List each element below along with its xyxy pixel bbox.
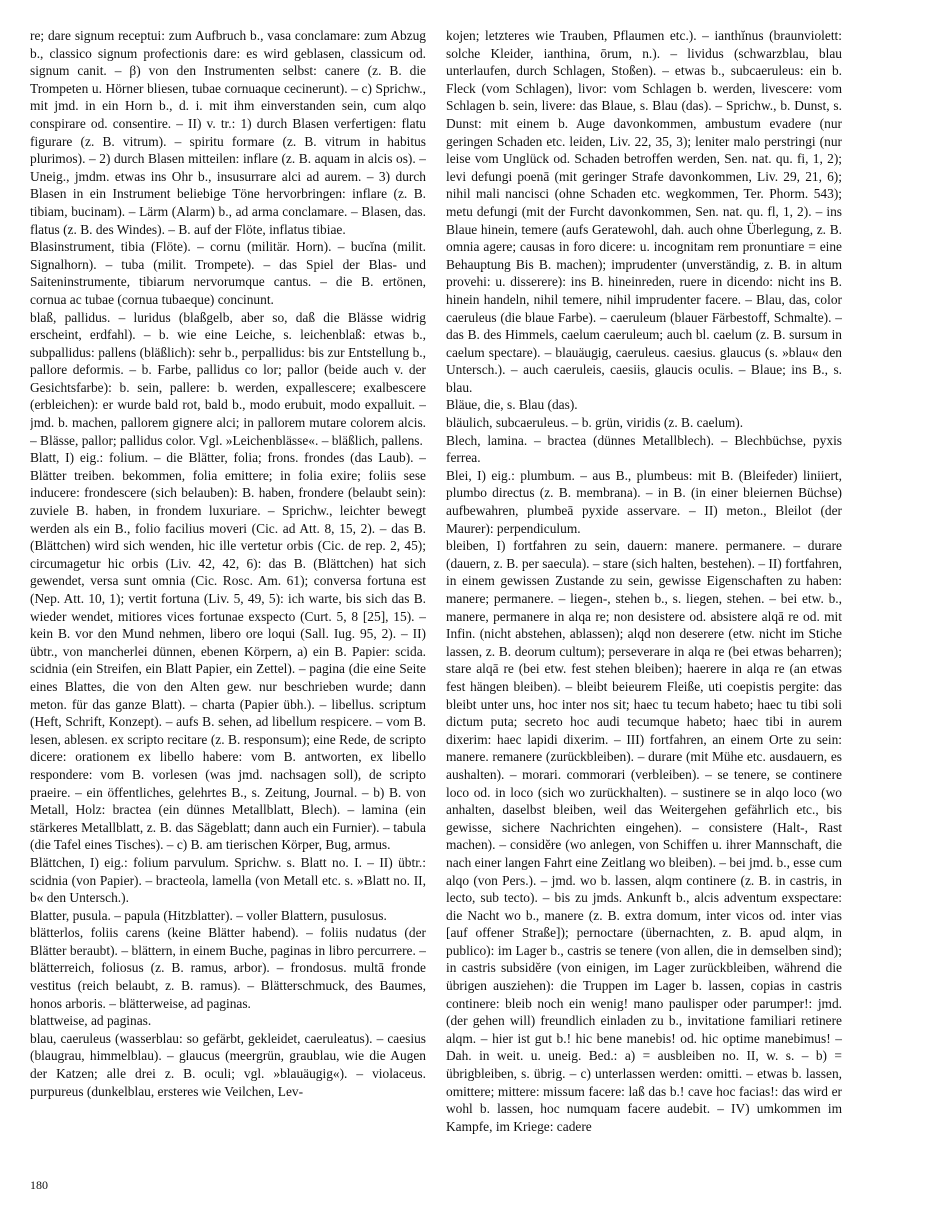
page-number: 180	[30, 1178, 48, 1192]
entry-blatter: Blatter, pusula. – papula (Hitzblatter). – voller Blattern, pusulosus.	[30, 907, 387, 923]
entry-bleiben: bleiben, I) fortfahren zu sein, dauern: manere. permanere. – durare (dauern, z. B. per saecula). – stare (sich halten, bestehen). – II) fortfahren, in einem gewissen Zustande zu sein, gewisse Eigenschaften zu haben: manere; permanere. – liegen-, stehen b., s. liegen, stehen. – bei etw. b., manere, permanere in alqa re; non desistere od. absistere alqā re od. mit Infin. (nicht abstehen, ablassen); alqd non deserere (etw. nicht im Stiche lassen, z. B. deorum cultum); perseverare in alqa re (bei etwas beharren); stare alqā re (bei etw. fest stehen bleiben); haerere in alqa re (an etwas fest hängen bleiben). – bleibt beieurem Fleiße, uti coepistis pergite: das bleibt unter uns, hoc inter nos sit; haec tu tecum habeto; haec tu tibi soli dictum puta; secreto hoc audi tecumque habeto; haec tibi in aurem dixerim: haec lapidi dixerim. – III) fortfahren, an einem Orte zu sein: manere. remanere (zurückbleiben). – durare (mit Mühe etc. ausdauern, es aushalten). – morari. commorari (verbleiben). – se tenere, se continere loco od. in loco (sich wo zurückhalten). – sustinere se in alqo loco (wo anhalten, daselbst bleiben, weil das Weitergehen gefährlich etc., bis gewisse, sichere Nachrichten eingehen). – consistere (Halt-, Rast machen). – considĕre (wo anlegen, von Schiffen u. ihrer Mannschaft, die nach einer langen Fahrt eine Zeitlang wo bleiben). – bei jmd. b., esse cum alqo (von Pers.). – jmd. wo b. lassen, alqm continere (z. B. in castris, in lecto, sub tecto). – bis zu jmds. Ankunft b., alcis adventum exspectare: die Nacht wo b., manere (z. B. extra domum, inter vicos od. inter vias [auf offener Straße]); pernoctare (übernachten, z. B. apud alqm, in publico): im Lager b., castris se tenere (von allen, die in demselben sind); in castris subsidĕre (von einigen, im Lager zurückbleiben, während die übrigen ausziehen): die Truppen im Lager b. lassen, copias in castris continere: bleib noch ein wenig! mano paulisper oder parumper!: jmd. (der gehen will) freundlich einladen zu b., invitatione familiari retinere alqm. – hier ist gut b.! hic bene manebis! od. hic optime manebimus! – Dah. in weit. u. uneig. Bed.: a) = ausbleiben no. II, w. s. – b) = übrigbleiben, s. übrig. – c) unterlassen werden: omitti. – etwas b. lassen, omittere; mittere: missum facere: laß das b.! cave hoc facias!: das wird er wohl b. lassen, hoc numquam facere audebit. – IV) umkommen im Kampfe, im Kriege: cadere	[446, 538, 842, 1134]
entry-blass: blaß, pallidus. – luridus (blaßgelb, aber so, daß die Blässe widrig erscheint, erdfahl). – b. wie eine Leiche, s. leichenblaß: etwas b., subpallidus: pallens (bläßlich): sehr b., perpallidus: bis zur Entstellung b., pallore deformis. – b. Farbe, pallidus co lor; pallor (beide auch v. der Gesichtsfarbe): b. sein, pallere: b. werden, expallescere; exalbescere (erbleichen): er wurde bald rot, bald b., modo erubuit, modo expalluit. – jmd. b. machen, pallorem gignere alci; in pallorem mutare colorem alcis. – Blässe, pallor; pallidus color. Vgl. »Leichenblässe«. – bläßlich, pallens.	[30, 309, 426, 448]
entry-blaeue: Bläue, die, s. Blau (das).	[446, 397, 578, 413]
entry-blattweise: blattweise, ad paginas.	[30, 1013, 152, 1029]
entry-blaeulich: bläulich, subcaeruleus. – b. grün, viridis (z. B. caelum).	[446, 415, 744, 431]
entry-blasinstrument: Blasinstrument, tibia (Flöte). – cornu (militär. Horn). – bucĭna (milit. Signalhorn). – tuba (milit. Trompete). – das Spiel der Blas- und Saiteninstrumente, tibiarum nervorumque cantus. – die B. ertönen, cornua ac tubae (cornua tubaeque) concinunt.	[30, 239, 426, 307]
entry-blau: blau, caeruleus (wasserblau: so gefärbt, gekleidet, caeruleatus). – caesius (blaugrau, himmelblau). – glaucus (meergrün, graublau, wie die Augen der Katzen; alle drei z. B. oculi; vgl. »blauäugig«). – violaceus. purpureus (dunkelblau, ersteres wie Veilchen, Lev-	[30, 1030, 426, 1099]
entry-blaettchen: Blättchen, I) eig.: folium parvulum. Sprichw. s. Blatt no. I. – II) übtr.: scidnia (von Papier). – bracteola, lamella (von Metall etc. s. »Blatt no. II, b« den Untersch.).	[30, 854, 426, 906]
entry-blei: Blei, I) eig.: plumbum. – aus B., plumbeus: mit B. (Bleifeder) liniiert, plumbo directus (z. B. membrana). – in B. (in einer bleiernen Büchse) aufbewahren, plumbeā pyxide asservare. – II) meton., Bleilot (der Maurer): perpendiculum.	[446, 467, 842, 536]
entry-blatt: Blatt, I) eig.: folium. – die Blätter, folia; frons. frondes (das Laub). – Blätter treiben. bekommen, folia emittere; in folia exire; foliis sese inducere: frondescere (sich belauben): B. haben, frondere (belaubt sein): zuviele B. haben, in frondem luxuriare. – Sprichw., leichter bewegt werden als ein B., folio facilius moveri (Cic. ad Att. 8, 15, 2). – das B. (Blättchen) wird sich wenden, hic ille vertetur orbis (Cic. de rep. 2, 45); circumagetur hic orbis (Liv. 42, 42, 6): das B. (Blättchen) hat sich gewendet, versa sunt omnia (Cic. Rosc. Am. 61); conversa fortuna est (Nep. Att. 10, 1); vertit fortuna (Liv. 5, 49, 5): ich warte, bis sich das B. wieder wendet, mitiores vices fortunae exspecto (Curt. 5, 8 [25], 15). – kein B. vor den Mund nehmen, libero ore loqui (Sall. Iug. 95, 2). – II) übtr., von mancherlei dünnen, ebenen Körpern, a) ein B. Papier: scida. scidnia (ein Streifen, ein Blatt Papier, ein Zettel). – pagina (die eine Seite eines Blattes, die von den Alten gew. nur beschrieben wurde; dann meton. für das ganze Blatt). – charta (Papier übh.). – libellus. scriptum (Heft, Schrift, Konzept). – aufs B. sehen, ad libellum respicere. – vom B. lesen, ablesen. ex scripto recitare (z. B. responsum); eine Rede, de scripto dicere: orationem ex libello habere: vom B. antworten, ex libello respondere: vom B. vorlesen (was jmd. nachsagen soll), de scripto praeire. – ein öffentliches, gelehrtes B., s. Zeitung, Journal. – b) B. von Metall, Holz: bractea (ein dünnes Metallblatt, Blech). – lamina (ein stärkeres Metallblatt, z. B. das Sägeblatt; dann auch ein Furnier). – tabula (die Tafel eines Tisches). – c) B. am tierischen Körper, Bug, armus.	[30, 450, 426, 853]
right-column	[446, 27, 842, 1169]
entry-blaetterlos: blätterlos, foliis carens (keine Blätter habend). – foliis nudatus (der Blätter beraubt). – blättern, in einem Buche, paginas in libro percurrere. – blätterreich, foliosus (z. B. ramus, arbor). – frondosus. multā fronde vestitus (reich belaubt, z. B. ramus). – Blätterschmuck, des Baumes, honos arboris. – blätterweise, ad paginas.	[30, 925, 426, 1011]
entry-blasen-cont: re; dare signum receptui: zum Aufbruch b., vasa conclamare: zum Abzug b., classico signum profectionis dare: es wird geblasen, classicum od. signum canit. – β) von den Instrumenten selbst: canere (z. B. die Trompeten u. Hörner bliesen, tubae cornuaque cecinerunt). – c) Sprichw., mit jmd. in ein Horn b., d. i. mit ihm einverstanden sein, cum alqo conspirare od. consentire. – II) v. tr.: 1) durch Blasen verfertigen: flatu figurare (z. B. vitrum). – spiritu formare (z. B. vitrum in habitus plurimos). – 2) durch Blasen mitteilen: inflare (z. B. aquam in alcis os). – Uneig., jmdm. etwas ins Ohr b., insusurrare alci ad aurem. – 3) durch Blasen in ein Instrument beliebige Töne hervorbringen: inflare (z. B. tibiam, bucinam). – Lärm (Alarm) b., ad arma conclamare. – Blasen, das. flatus (z. B. des Windes). – B. auf der Flöte, inflatus tibiae.	[30, 28, 426, 237]
entry-blech: Blech, lamina. – bractea (dünnes Metallblech). – Blechbüchse, pyxis ferrea.	[446, 432, 842, 466]
left-column	[30, 27, 426, 1169]
entry-blau-cont: kojen; letzteres wie Trauben, Pflaumen etc.). – ianthĭnus (braunviolett: solche Kleider, ianthina, ōrum, n.). – lividus (schwarzblau, blau unterlaufen, durch Schlagen, Stoßen). – etwas b., subcaeruleus: ein b. Fleck (vom Schlagen), livor: vom Schlagen b. werden, livescere: vom Schlagen b. sein, livere: das Blaue, s. Blau (das). – Sprichw., b. Dunst, s. Dunst: mit einem b. Auge davonkommen, ambustum evadere (nur geringen Schaden etc. leiden, Liv. 22, 35, 3); leniter malo perstringi (nur leise vom Unglück od. Schaden betroffen werden, Sen. nat. qu. fi, 1, 2); levi defungi poenā (mit geringer Strafe davonkommen, Liv. 29, 21, 6); nihil mali nancisci (ohne Schaden etc. wegkommen, Ter. Phorm. 543); metu defungi (mit der Furcht davonkommen, Sen. nat. qu. fl, 1, 2). – ins Blaue hinein, temere (aufs Geratewohl, dah. auch ohne Überlegung, z. B. omnia agere; causas in foro dicere: u. incognitam rem pronuntiare = eine Behauptung Bis B. machen); imprudenter (unverständig, z. B. in altum provehi: u. disserere): ins B. hineinreden, ruere in dicendo: nicht ins B. hinein handeln, nihil temere, nihil imprudenter facere. – Blau, das, color caeruleus (die blaue Farbe). – caeruleum (blauer Färbestoff, Schmalte). – das B. des Himmels, caelum caeruleum; auch bl. caelum (z. B. sursum in caelum spectare). – blauäugig, caeruleus. caesius. glaucus (s. »blau« den Untersch.). – auch caeruleis, caesiis, glaucis oculis. – Blaue; ins B., s. blau.	[446, 28, 842, 395]
